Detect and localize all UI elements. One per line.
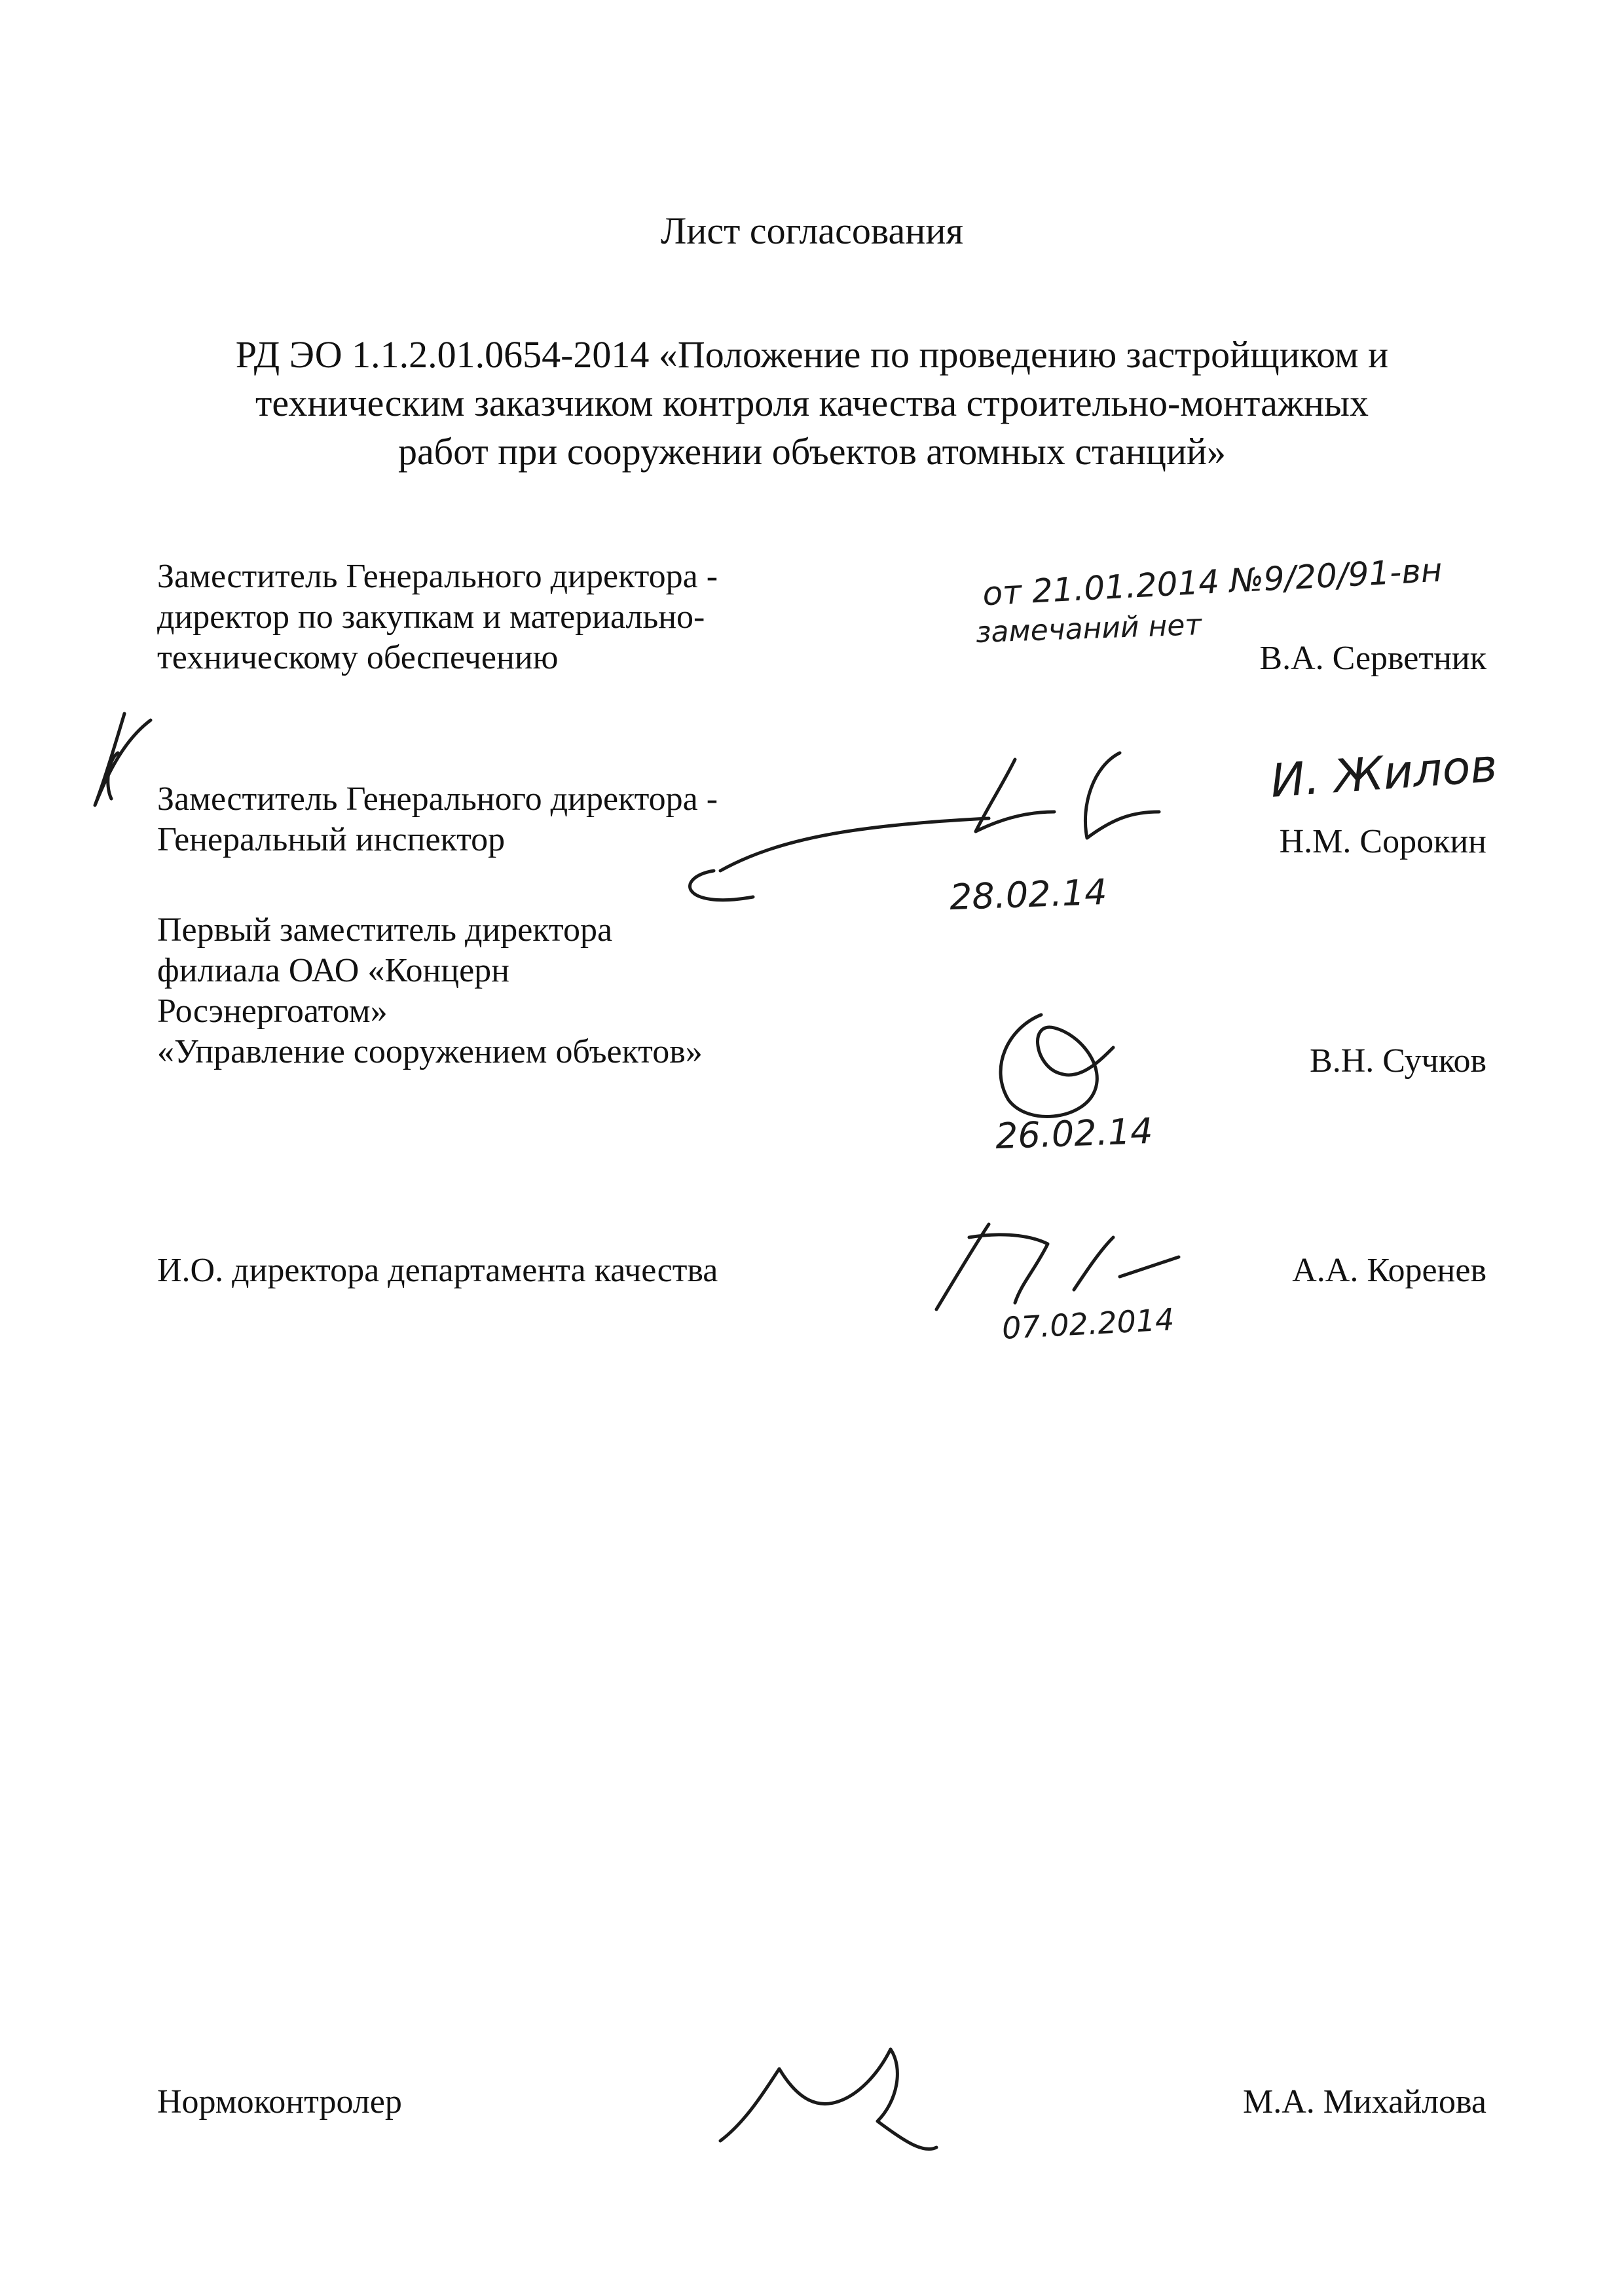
handwritten-note: от 21.01.2014 №9/20/91-вн xyxy=(981,551,1443,613)
handwritten-date: 26.02.14 xyxy=(994,1110,1154,1157)
approver-position: Заместитель Генерального директора - Генеральный инспектор xyxy=(157,780,718,858)
approver-position: Заместитель Генерального директора - директор по закупкам и материально- техническому обеспечению xyxy=(157,558,718,676)
document-title-line: техническим заказчиком контроля качества строительно-монтажных xyxy=(255,382,1369,424)
handwritten-signature-text: И. Жилов xyxy=(1268,738,1500,808)
approver-name: В.Н. Сучков xyxy=(1310,1042,1486,1080)
document-title-line: работ при сооружении объектов атомных станций» xyxy=(397,430,1227,473)
norm-controller-name: М.А. Михайлова xyxy=(1243,2083,1486,2121)
norm-controller-signature xyxy=(707,2016,956,2174)
handwritten-date: 28.02.14 xyxy=(948,871,1108,919)
approver-position: И.О. директора департамента качества xyxy=(157,1252,718,1289)
document-title-line: РД ЭО 1.1.2.01.0654-2014 «Положение по проведению застройщиком и xyxy=(235,333,1389,376)
norm-controller-role: Нормоконтролер xyxy=(157,2083,402,2121)
handwritten-date: 07.02.2014 xyxy=(1001,1302,1175,1346)
approver-name: В.А. Серветник xyxy=(1259,640,1486,677)
approver-name: А.А. Коренев xyxy=(1292,1252,1486,1289)
approver-position: Первый заместитель директора филиала ОАО «Концерн Росэнергоатом» «Управление сооружением объектов» xyxy=(157,911,703,1070)
document-title xyxy=(131,331,1493,476)
page-title: Лист согласования xyxy=(660,210,964,252)
margin-initials-signature xyxy=(79,707,170,812)
approver-name: Н.М. Сорокин xyxy=(1279,823,1486,860)
handwritten-note: замечаний нет xyxy=(975,608,1202,650)
